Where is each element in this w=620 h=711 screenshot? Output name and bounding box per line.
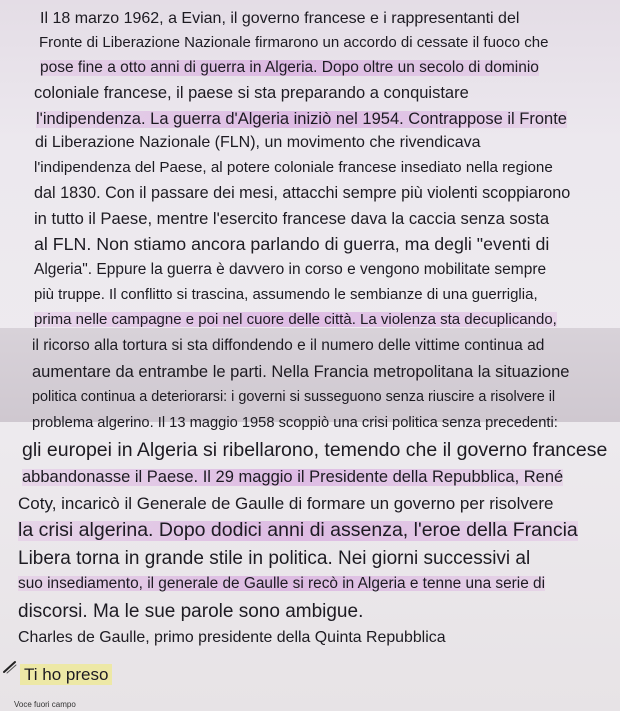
text-line: più truppe. Il conflitto si trascina, assumendo le sembianze di una guerriglia,	[34, 286, 538, 303]
text-line: Fronte di Liberazione Nazionale firmarono un accordo di cessate il fuoco che	[39, 34, 549, 51]
text-line: la crisi algerina. Dopo dodici anni di assenza, l'eroe della Francia	[18, 519, 578, 541]
text-line: aumentare da entrambe le parti. Nella Francia metropolitana la situazione	[32, 363, 570, 381]
text-line: Algeria". Eppure la guerra è davvero in corso e vengono mobilitate sempre	[34, 261, 547, 278]
caption-label: Voce fuori campo	[14, 700, 76, 709]
text-line: discorsi. Ma le sue parole sono ambigue.	[18, 601, 364, 622]
text-line: l'indipendenza del Paese, al potere coloniale francese insediato nella regione	[34, 159, 553, 176]
text-line: Il 18 marzo 1962, a Evian, il governo francese e i rappresentanti del	[40, 10, 520, 27]
text-line: di Liberazione Nazionale (FLN), un movimento che rivendicava	[35, 134, 481, 151]
text-line: l'indipendenza. La guerra d'Algeria iniziò nel 1954. Contrappose il Fronte	[36, 110, 567, 128]
text-line: coloniale francese, il paese si sta preparando a conquistare	[34, 84, 469, 102]
text-line: politica continua a deteriorarsi: i governi si susseguono senza riuscire a risolvere il	[32, 389, 556, 405]
text-line: Libera torna in grande stile in politica. Nei giorni successivi al	[18, 548, 531, 569]
text-line: Coty, incaricò il Generale de Gaulle di formare un governo per risolvere	[18, 494, 554, 513]
text-line: gli europei in Algeria si ribellarono, temendo che il governo francese	[22, 439, 608, 461]
text-line: al FLN. Non stiamo ancora parlando di guerra, ma degli "eventi di	[34, 234, 550, 254]
text-line: problema algerino. Il 13 maggio 1958 scoppiò una crisi politica senza precedenti:	[32, 415, 558, 431]
text-line: Charles de Gaulle, primo presidente della Quinta Repubblica	[18, 629, 446, 646]
text-line: suo insediamento, il generale de Gaulle si recò in Algeria e tenne una serie di	[18, 575, 546, 592]
text-line: prima nelle campagne e poi nel cuore delle città. La violenza sta decuplicando,	[34, 311, 557, 328]
pen-stroke-icon	[3, 660, 17, 679]
text-line: abbandonasse il Paese. Il 29 maggio il Presidente della Repubblica, René	[22, 468, 564, 486]
text-line: in tutto il Paese, mentre l'esercito francese dava la caccia senza sosta	[34, 209, 550, 228]
text-line: Ti ho preso	[20, 664, 112, 685]
text-line: dal 1830. Con il passare dei mesi, attacchi sempre più violenti scoppiarono	[34, 184, 571, 202]
text-line: il ricorso alla tortura si sta diffondendo e il numero delle vittime continua ad	[32, 337, 545, 354]
text-line: pose fine a otto anni di guerra in Algeria. Dopo oltre un secolo di dominio	[40, 59, 539, 76]
